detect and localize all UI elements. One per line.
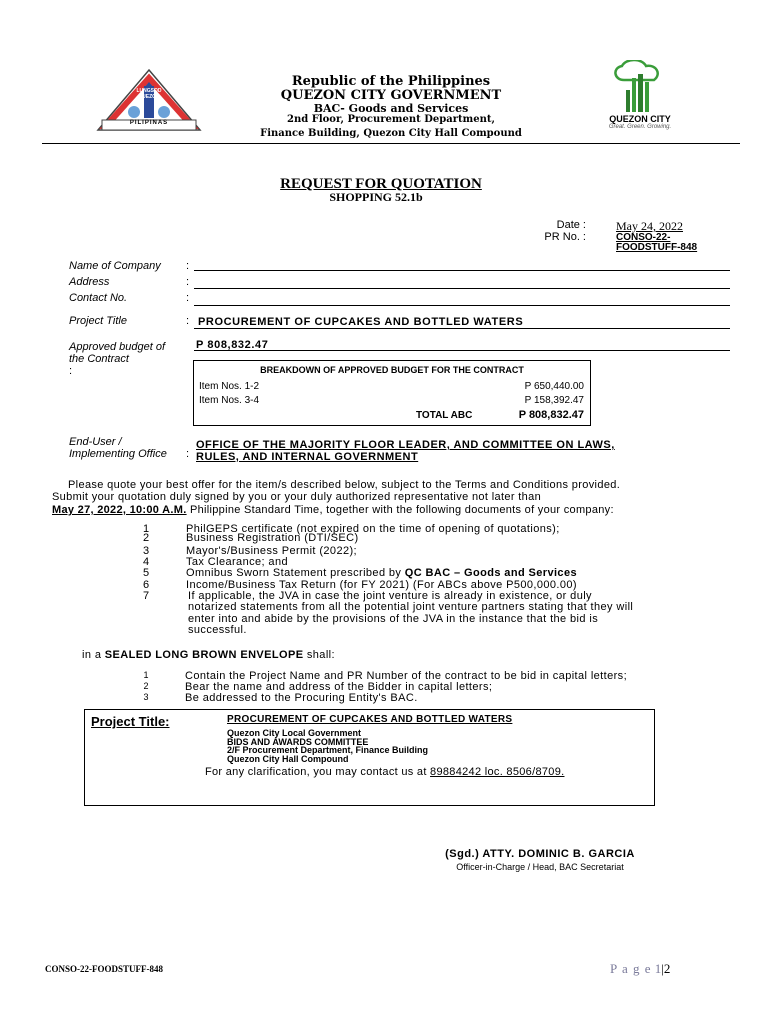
abc-colon: : xyxy=(69,365,73,377)
enduser-colon: : xyxy=(186,448,190,460)
page-total: 2 xyxy=(663,961,671,976)
req-item-5-bold: QC BAC – Goods and Services xyxy=(404,567,577,579)
enduser-value-line2: RULES, AND INTERNAL GOVERNMENT xyxy=(196,451,419,463)
pr-value-line1: CONSO-22- xyxy=(616,232,671,243)
seal-top-text: LUNGSOD QUEZON xyxy=(136,88,162,100)
req-num-1: 1 xyxy=(142,523,150,535)
env-num-2: 2 xyxy=(143,681,149,691)
address-label: Address xyxy=(69,276,110,288)
req-num-5: 5 xyxy=(142,567,150,579)
envelope-intro-post: shall: xyxy=(303,649,335,661)
footer-reference: CONSO-22-FOODSTUFF-848 xyxy=(45,964,163,974)
env-num-1: 1 xyxy=(143,670,149,680)
req-num-7: 7 xyxy=(142,590,150,602)
breakdown-row-1-amount: P 650,440.00 xyxy=(524,381,584,392)
envelope-label-box xyxy=(84,709,655,806)
contact-label: Contact No. xyxy=(69,292,128,304)
enduser-value-line1: OFFICE OF THE MAJORITY FLOOR LEADER, AND COMMITTEE ON LAWS, xyxy=(196,439,615,451)
header-floor: 2nd Floor, Procurement Department, xyxy=(287,114,495,125)
req-item-4: Tax Clearance; and xyxy=(186,556,288,568)
req-item-2: Business Registration (DTI/SEC) xyxy=(186,532,359,544)
instructions-paragraph-3 xyxy=(52,504,614,516)
req-num-3: 3 xyxy=(142,545,150,557)
company-colon: : xyxy=(186,260,190,272)
req-item-5 xyxy=(186,567,577,579)
env-item-1: Contain the Project Name and PR Number of the contract to be bid in capital letters; xyxy=(185,670,628,682)
header-qc-government: QUEZON CITY GOVERNMENT xyxy=(280,88,502,103)
enduser-label-line1: End-User / xyxy=(69,436,122,448)
box-contact xyxy=(205,766,564,778)
address-colon: : xyxy=(186,276,190,288)
page-label: P a g e xyxy=(610,961,652,976)
contact-number-link[interactable]: 89884242 loc. 8506/8709. xyxy=(430,766,565,778)
box-line-4: Quezon City Hall Compound xyxy=(227,754,349,764)
signatory-position: Officer-in-Charge / Head, BAC Secretariat xyxy=(456,862,624,872)
req-item-1: PhilGEPS certificate (not expired on the time of opening of quotations); xyxy=(186,523,560,535)
req-item-7: If applicable, the JVA in case the joint venture is already in existence, or duly xyxy=(188,590,592,602)
seal-bottom-text: PILIPINAS xyxy=(129,120,169,126)
header-republic: Republic of the Philippines xyxy=(291,74,491,89)
date-value: May 24, 2022 xyxy=(616,219,683,233)
box-line-3: 2/F Procurement Department, Finance Building xyxy=(227,745,429,755)
page-indicator xyxy=(610,961,670,977)
contact-field[interactable] xyxy=(194,305,730,306)
document-title: REQUEST FOR QUOTATION xyxy=(280,176,482,192)
pr-value-line2: FOODSTUFF-848 xyxy=(616,242,698,253)
req-item-7-line4: successful. xyxy=(188,624,247,636)
deadline-suffix: Philippine Standard Time, together with the following documents of your company: xyxy=(186,504,614,516)
address-field[interactable] xyxy=(194,288,730,289)
breakdown-row-2-item: Item Nos. 3-4 xyxy=(199,395,260,406)
env-item-2: Bear the name and address of the Bidder in capital letters; xyxy=(185,681,493,693)
header-building: Finance Building, Quezon City Hall Compound xyxy=(260,128,522,139)
abc-value: P 808,832.47 xyxy=(196,339,269,351)
req-item-7-line2: notarized statements from all the potential joint venture partners stating that they will xyxy=(188,601,634,613)
box-contact-text: For any clarification, you may contact us at xyxy=(205,766,431,778)
pr-label: PR No. : xyxy=(544,231,586,243)
signatory-name: (Sgd.) ATTY. DOMINIC B. GARCIA xyxy=(445,848,635,860)
document-subtitle: SHOPPING 52.1b xyxy=(329,190,423,204)
box-project-title: PROCUREMENT OF CUPCAKES AND BOTTLED WATERS xyxy=(227,714,513,725)
quezon-city-logo xyxy=(594,60,686,132)
abc-label-line2: the Contract xyxy=(69,353,129,365)
req-item-5-text: Omnibus Sworn Statement prescribed by xyxy=(186,567,405,579)
instructions-paragraph-1: Please quote your best offer for the item/s described below, subject to the Terms and Conditions provided. xyxy=(68,479,621,491)
abc-underline xyxy=(194,350,730,351)
date-label: Date : xyxy=(556,219,586,231)
deadline: May 27, 2022, 10:00 A.M. xyxy=(52,504,187,516)
company-name-field[interactable] xyxy=(194,270,730,271)
qc-logo-tagline: Great. Green. Growing. xyxy=(608,124,672,130)
page-separator: | xyxy=(661,961,664,976)
breakdown-row-1-item: Item Nos. 1-2 xyxy=(199,381,260,392)
envelope-intro xyxy=(82,649,335,661)
req-num-2: 2 xyxy=(142,532,150,544)
breakdown-total-label: TOTAL ABC xyxy=(416,410,473,421)
breakdown-heading: BREAKDOWN OF APPROVED BUDGET FOR THE CONTRACT xyxy=(260,365,524,375)
contact-colon: : xyxy=(186,292,190,304)
box-project-title-label: Project Title: xyxy=(91,714,170,729)
envelope-intro-pre: in a xyxy=(82,649,105,661)
req-item-3: Mayor's/Business Permit (2022); xyxy=(186,545,357,557)
box-line-1: Quezon City Local Government xyxy=(227,728,362,738)
box-line-2: BIDS AND AWARDS COMMITTEE xyxy=(227,737,369,747)
header-divider xyxy=(42,143,740,144)
req-num-6: 6 xyxy=(142,579,150,591)
project-title-colon: : xyxy=(186,315,190,327)
company-name-label: Name of Company xyxy=(69,260,161,272)
envelope-intro-bold: SEALED LONG BROWN ENVELOPE xyxy=(104,649,304,661)
env-num-3: 3 xyxy=(143,692,149,702)
env-item-3: Be addressed to the Procuring Entity's BAC. xyxy=(185,692,418,704)
req-num-4: 4 xyxy=(142,556,150,568)
project-title-value: PROCUREMENT OF CUPCAKES AND BOTTLED WATERS xyxy=(198,316,524,328)
breakdown-row-2-amount: P 158,392.47 xyxy=(524,395,584,406)
breakdown-total-value: P 808,832.47 xyxy=(518,409,584,421)
project-title-underline xyxy=(194,328,730,329)
qc-seal-logo xyxy=(96,68,202,132)
enduser-label-line2: Implementing Office xyxy=(69,448,167,460)
header-bac: BAC- Goods and Services xyxy=(313,102,469,115)
req-item-6: Income/Business Tax Return (for FY 2021) (For ABCs above P500,000.00) xyxy=(186,579,577,591)
qc-logo-text: QUEZON CITY xyxy=(609,114,671,124)
page-number: 1 xyxy=(654,961,662,976)
project-title-label: Project Title xyxy=(69,315,127,327)
abc-label-line1: Approved budget of xyxy=(69,341,166,353)
abc-breakdown-table xyxy=(193,360,591,426)
instructions-paragraph-2: Submit your quotation duly signed by you or your duly authorized representative not later than xyxy=(52,491,542,503)
req-item-7-line3: enter into and abide by the provisions of the JVA in the instance that the bid is xyxy=(188,613,599,625)
